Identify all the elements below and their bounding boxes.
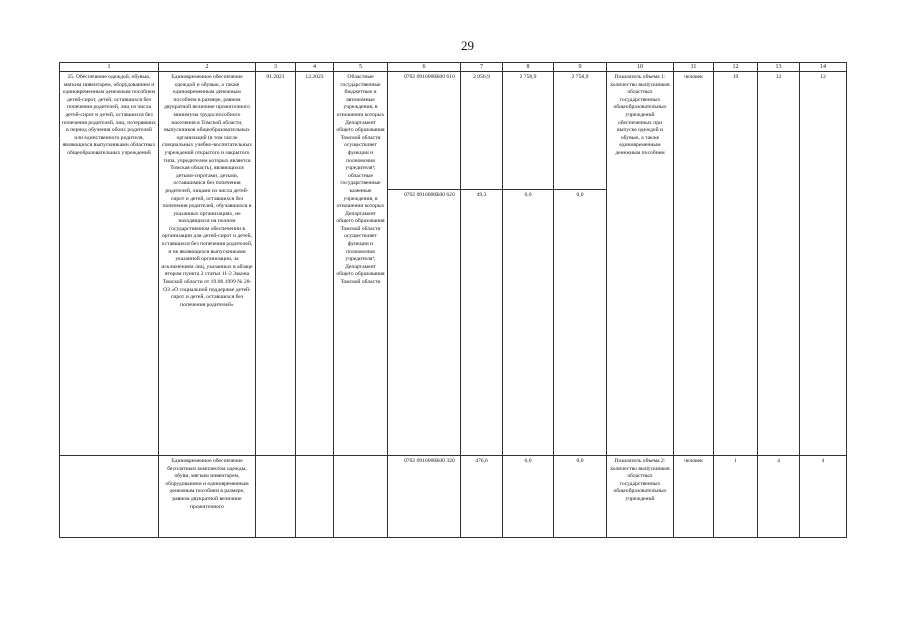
table-row: [60, 456, 847, 538]
budget-code-cell: 0702 0916000Б00 620: [388, 190, 461, 456]
empty-cell: [334, 456, 388, 538]
end-date-cell: 12.2023: [296, 72, 334, 456]
value-cell: 19: [714, 72, 758, 456]
activity-name-cell: 25. Обеспечение одеждой, обувью, мягким инвентарем, оборудованием и единовременным денежным пособием детей-сирот, детей, оставшихся без попечения родителей, лиц из числа детей-сирот и детей, оставшихся без попечения родителей, лиц, потерявших в период обучения обоих родителей или единственного родителя, являющихся выпускниками областных общеобразовательных учреждений: [60, 72, 159, 456]
indicator-cell: Показатель объема 2: количество выпускников областных государственных общеобразовательных учреждений: [607, 456, 674, 538]
activity-description-cell: Единовременное обеспечение одеждой и обувью, а также единовременным денежным пособием в размере, равном двукратной величине прожиточного минимума трудоспособного населения в Томской области, выпускников общеобразовательных организаций (в том числе специальных учебно-воспитательных учреждений открытого и закрытого типа, учредителем которых является Томская область), являющихся детьми-сиротами, детьми, оставшимися без попечения родителей, лицами из числа детей-сирот и детей, оставшихся без попечения родителей, обучавшихся в указанных организациях, не находящихся на полном государственном обеспечении в организации для детей-сирот и детей, оставшихся без попечения родителей, и не являющихся выпускниками указанной организации, за исключением лиц, указанных в абзаце втором пункта 2 статьи 11-2 Закона Томской области от 19.08.1999 № 28-ОЗ «О социальной поддержке детей-сирот и детей, оставшихся без попечения родителей»: [159, 72, 256, 456]
col-header: 8: [503, 63, 554, 72]
value-cell: 4: [800, 456, 847, 538]
empty-cell: [256, 456, 296, 538]
empty-cell: [60, 456, 159, 538]
amount-cell: 49,3: [461, 190, 503, 456]
amount-cell: 476,6: [461, 456, 503, 538]
col-header: 4: [296, 63, 334, 72]
amount-cell: 2 758,9: [503, 72, 554, 190]
page-number: 29: [461, 38, 474, 53]
amount-cell: 2 758,9: [554, 72, 607, 190]
amount-cell: 0,0: [554, 190, 607, 456]
program-table: [59, 62, 847, 538]
unit-cell: человек: [674, 456, 714, 538]
budget-code-cell: 0702 0916000Б00 610: [388, 72, 461, 190]
col-header: 7: [461, 63, 503, 72]
value-cell: 12: [800, 72, 847, 456]
activity-description-cell: Единовременное обеспечение бесплатным комплектом одежды, обуви, мягким инвентарем, оборудованием и единовременным денежным пособием в размере, равном двукратной величине прожиточного: [159, 456, 256, 538]
col-header: 5: [334, 63, 388, 72]
col-header: 11: [674, 63, 714, 72]
executor-cell: Областные государственные бюджетные и автономные учреждения, в отношении которых Департамент общего образования Томской области осуществляет функции и полномочия учредителя¹; областные государственные казенные учреждения, в отношении которых Департамент общего образования Томской области осуществляет функции и полномочия учредителя¹; Департамент общего образования Томской области: [334, 72, 388, 456]
col-header: 10: [607, 63, 674, 72]
amount-cell: 0,0: [503, 456, 554, 538]
value-cell: 1: [714, 456, 758, 538]
col-header: 14: [800, 63, 847, 72]
col-header: 1: [60, 63, 159, 72]
value-cell: 12: [758, 72, 800, 456]
header-row: [60, 63, 847, 72]
start-date-cell: 01.2021: [256, 72, 296, 456]
indicator-cell: Показатель объема 1: количество выпускников областных государственных общеобразовательных учреждений обеспеченных при выпуске одеждой и обувью, а также единовременным денежным пособием: [607, 72, 674, 456]
col-header: 9: [554, 63, 607, 72]
table-row: [60, 72, 847, 190]
col-header: 13: [758, 63, 800, 72]
col-header: 12: [714, 63, 758, 72]
col-header: 3: [256, 63, 296, 72]
col-header: 2: [159, 63, 256, 72]
amount-cell: 0,0: [554, 456, 607, 538]
empty-cell: [296, 456, 334, 538]
budget-code-cell: 0702 0916000Б00 320: [388, 456, 461, 538]
unit-cell: человек: [674, 72, 714, 456]
value-cell: 4: [758, 456, 800, 538]
col-header: 6: [388, 63, 461, 72]
amount-cell: 2 056,9: [461, 72, 503, 190]
amount-cell: 0,0: [503, 190, 554, 456]
